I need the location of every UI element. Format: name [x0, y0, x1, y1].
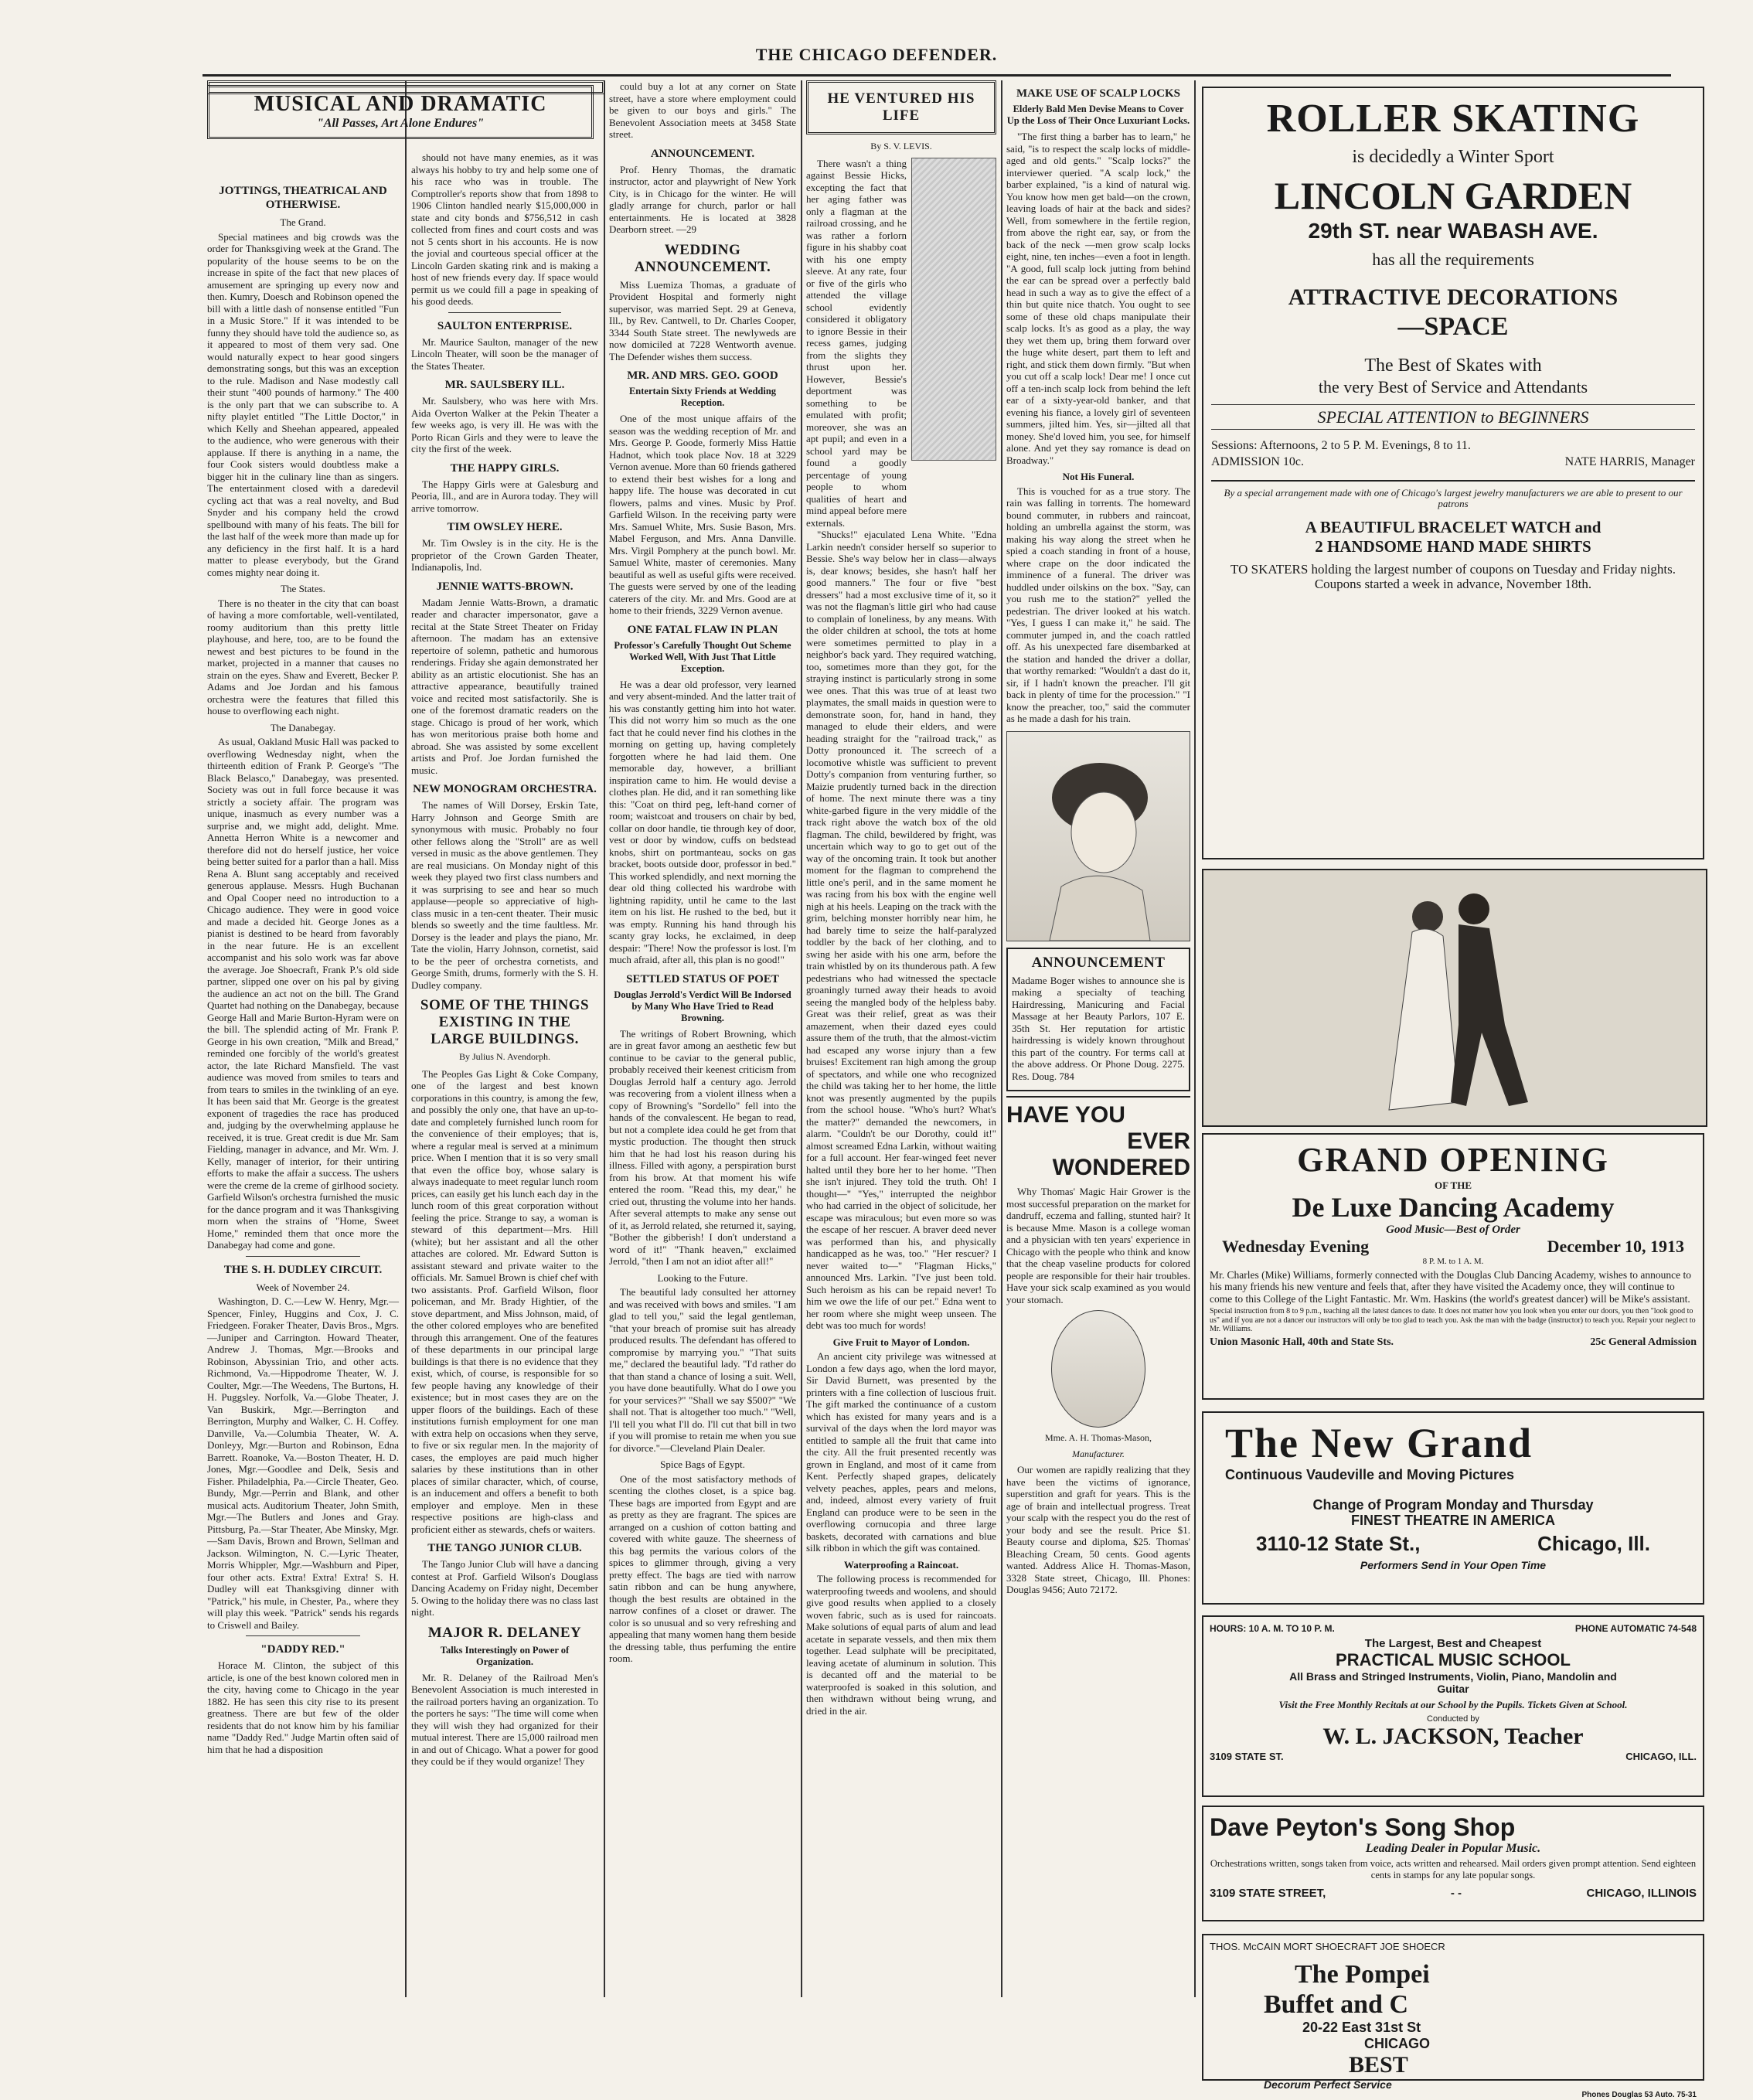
- happy-girls-heading: THE HAPPY GIRLS.: [450, 461, 560, 475]
- column-4: [806, 80, 996, 1997]
- dudley-text: Washington, D. C.—Lew W. Henry, Mgr.—Spencer, Finley, Huggins and Cox, J. C. Friedgeen. Foraker Theater, Davis Bros., Mgrs.—Juniper and Carrington. Howard Theater, Andrew J. Thomas, Mgr.—Brooks and Robinson, Abyssinian Trio, and other acts. Richmond, Va.—Hippodrome Theater, W. J. Coulter, Mgr.—The Weedens, The Burtons, H. H. Puggsley. Norfolk, Va.—Globe Theater, J. Van Buskirk, Mgr.—Berrington and Berrington, Murphy and Walker, C. H. Coffey. Danville, Va.—Columbia Theater, W. A. Donleyy, Mgr.—Burton and Robinson, Edna Barrett. Roanoke, Va.—Boston Theater, H. D. Jones, Mgr.—Goodlee and Delk, Sesis and Fisher. Philadelphia, Pa.—Circle Theater, Geo. Bundy, Mgr.—Perrin and Blank, and other musical acts. Auditorium Theater, John Smith, Mgr.—The Butlers and Jones and Gray. Pittsburg, Pa.—Star Theater, Abe Minsky, Mgr.—Sam Davis, Brown and Brown, Sellman and Jackson. Wilmington, N. C.—Lyric Theater, Morris Whippler, Mgr.—Washburn and Piper, four other acts. Extra! Extra! Extra! S. H. Dudley will eat Thanksgiving dinner with "Patrick," his mule, in Chester, Pa., where they will play this week. "Patrick" sends his regards to Criswell and Bailey.: [207, 1295, 399, 1631]
- music-line-4: Visit the Free Monthly Recitals at our School by the Pupils. Tickets Given at School.: [1278, 1698, 1628, 1710]
- announcement-box: [1006, 948, 1190, 1092]
- deluxe-time: 8 P. M. to 1 A. M.: [1422, 1257, 1484, 1267]
- delaney-text: Mr. R. Delaney of the Railroad Men's Benevolent Association is much interested in the railroad porters having an organization. To the porters he says: "The time will come when they will wish they had organized for their mutual interest. There are 15,000 railroad men in and out of Chicago. What a power for good they could be if they would organize! They: [411, 1671, 598, 1767]
- music-line-5: Conducted by: [1427, 1714, 1479, 1724]
- deluxe-admission: 25c General Admission: [1590, 1336, 1697, 1348]
- grand-line-1: Continuous Vaudeville and Moving Pictures: [1225, 1467, 1515, 1483]
- grand-address-row: [1210, 1532, 1697, 1556]
- section-subtitle: "All Passes, Art Alone Endures": [316, 117, 485, 130]
- peyton-song-shop-ad: [1202, 1806, 1704, 1921]
- good-text: One of the most unique affairs of the season was the wedding reception of Mr. and Mrs. George P. Goode, formerly Miss Hattie Hadnot, which took place Nov. 18 at 3229 Vernon avenue. More than 60 friends gathered to extend their best wishes for a long and happy life. The house was decorated in cut flowers, palms and vines. Music by Prof. Garfield Wilson. In the receiving party were Mrs. Samuel White, Mrs. Susie Bason, Mrs. Mabel Ferguson, and Mrs. Anna Danville. Mrs. Virgil Pomphery at the punch bowl. Mr. Samuel White, master of ceremonies. Many beautiful as well as useful gifts were received. The guests were served by one of the leading caterers of the city. Mr. and Mrs. Good are at home to their friends, 3229 Vernon avenue.: [609, 413, 796, 616]
- dancing-couple-illustration: [1203, 870, 1706, 1125]
- pompeii-phones: Phones Douglas 53 Auto. 75-31: [1581, 2091, 1697, 2100]
- ventured-text-a: There wasn't a thing against Bessie Hicks, excepting the fact that her aging father was only a flagman at the railroad crossing, and he was rather a forlorn figure in his shabby coat with his one empty sleeve. At any rate, four or five of the girls who attended the village school evidently considered it obligatory to ignore Bessie in their recess games, judging from the slights they thrust upon her. However, Bessie's deportment was something to be emulated with profit; moreover, she was an apt pupil; and even in a school yard may be found a goodly percentage of young people to whom qualities of heart and mind appeal before mere externals.: [806, 157, 907, 529]
- pompeii-line-2: Buffet and C: [1264, 1990, 1409, 2020]
- peyton-address-row: [1210, 1887, 1697, 1900]
- deluxe-text: Mr. Charles (Mike) Williams, formerly connected with the Douglas Club Dancing Academy, wishes to announce to his many friends his new venture and feels that, after they have visited the Academy once, they will continue to come to this College of the Light Fantastic. Mr. Wm. Haskins (the world's greatest dancer) will be Mike's assistant.: [1210, 1268, 1691, 1305]
- flagman-illustration: [911, 158, 996, 461]
- column-5: [1006, 80, 1190, 1997]
- jottings-heading: JOTTINGS, THEATRICAL AND OTHERWISE.: [219, 185, 387, 211]
- masthead-rule: [203, 74, 1671, 77]
- roller-manager: NATE HARRIS, Manager: [1564, 454, 1695, 468]
- spice-text: One of the most satisfactory methods of scenting the clothes closet, is a spice bag. These bags are imported from Egypt and are as pretty as they are fragrant. The spices are arranged on a cushion of cotton batting and covered with white gauze. The sheerness of this bag permits the various colors of the spices to glimmer through, giving a very pretty effect. The bags are tied with narrow satin ribbon and can be hung anywhere, though the best results are obtained in the narrow confines of a closet or drawer. The color is so unusual and so very refreshing and appealing that many women hang them beside the dressing table, thus perfuming the entire room.: [609, 1472, 796, 1664]
- dancers-photo-ad: [1202, 869, 1707, 1127]
- music-top-row: [1210, 1623, 1697, 1634]
- column-rule: [1001, 80, 1002, 1997]
- scalp-heading: MAKE USE OF SCALP LOCKS: [1016, 87, 1180, 100]
- roller-line-3: 29th ST. near WABASH AVE.: [1308, 218, 1598, 243]
- deluxe-tag: Good Music—Best of Order: [1386, 1223, 1520, 1236]
- deluxe-of: OF THE: [1434, 1179, 1472, 1191]
- roller-watch-2: 2 HANDSOME HAND MADE SHIRTS: [1315, 536, 1591, 556]
- peyton-city: CHICAGO, ILLINOIS: [1586, 1886, 1697, 1900]
- wonder-ad: [1006, 1096, 1190, 1596]
- roller-line-5: ATTRACTIVE DECORATIONS: [1288, 284, 1619, 311]
- roller-line-1: is decidedly a Winter Sport: [1352, 146, 1554, 167]
- mason-caption-1: Mme. A. H. Thomas-Mason,: [1044, 1432, 1152, 1443]
- masthead: THE CHICAGO DEFENDER.: [755, 45, 998, 64]
- good-heading: MR. AND MRS. GEO. GOOD: [627, 369, 778, 382]
- raincoat-text: The following process is recommended for waterproofing tweeds and woolens, and should give good results when applied to a closely woven fabric, such as is used for raincoats. Make solutions of equal parts of alum and lead acetate in separate vessels, and then mix them together. Lead sulphate will be precipitated, leaving acetate of aluminum in solution. This is decanted off and the material to be waterproofed is soaked in this solution, and then withdrawn without being wrung, and dried in the air.: [806, 1573, 996, 1717]
- ventured-text-b: "Shucks!" ejaculated Lena White. "Edna Larkin needn't consider herself so superior to Bessie. She's way below her in class—always is, dear knows; besides, she hasn't half her good manners." The four or five "best dressers" had a most exclusive time of it, so it was not the flagman's little girl who had cause to complain of loneliness, by any means. With the older children at school, the tots at home were sometimes permitted to play in a neighbor's back yard. They required watching, too, sometimes more than they got, for the straying instinct is particularly strong in some wee ones. That this was true of at least two playmates, the small maids in question were to demonstrate soon, for, hand in hand, they managed to elude their elders, and were heading straight for the "railroad track," as Dotty pronounced it. The screech of a locomotive whistle was sufficient to prevent Dotty's companion from venturing further, so Maizie prudently turned back in the direction of home. The next minute there was a tiny white-garbed figure in the very middle of the track right above the watch box of the old flagman. The child, bewildered by fright, was uncertain which way to go to get out of the way of the oncoming train. It took but another moment for the flagman to comprehend the little one's peril, and in the same moment he was racing from his box with the engine well nigh at his heels. Leaping on the track with the grim, belching monster horribly near him, he had barely time to seize the half-paralyzed toddler by the back of her clothing, and to swing her aside with his one arm, before the train whistled by on its thunderous path. A few pedestrians who had witnessed the spectacle groaningly turned away their heads to avoid seeing the mangled body of the helpless baby. Great was their relief, great as was their amazement, when their dazed eyes could assure them of the truth, that the almost-victim had escaped any worse injury than a few bruises! Excitement ran high among the group of spectators, and while one who recognized the child was taking her to her home, the little knot was presently augmented by the pupils from the school house. "Who's hurt? What's the matter?" demanded the newcomers, in alarm. "Couldn't be our Dorothy, could it!" almost screamed Edna Larkin, without waiting for a full account. Her fear-winged feet never halted until they bore her to her home. "Then she isn't injured. They told the truth. Oh! I thought—" "Yes," interrupted the neighbor who had carried in the object of solicitude, her escape was miraculous; but even more so was the escape of her rescuer. A braver deed never was performed than his, and physically handicapped as he was, too." "Her rescuer? I never waited to—" "Flagman Hicks," announced Mrs. Larkin. "I've just been told. Such heroism as his can be repaid never! To him we owe the life of our pet." Edna went to her room where she might weep unseen. The debt was too much for words!: [806, 529, 996, 1331]
- roller-line-4: has all the requirements: [1372, 250, 1534, 270]
- deluxe-name: De Luxe Dancing Academy: [1292, 1191, 1615, 1223]
- section-title: MUSICAL AND DRAMATIC: [254, 92, 547, 116]
- states-text: There is no theater in the city that can boast of having a more comfortable, well-ventilated, roomy auditorium than this pretty little playhouse, and here, too, are to be found the newest and best pictures to be found in the market, projected in a manner that causes no strain on the eyes. Shaw and Everett, Becker P. Adams and Joe Jordan and his famous orchestra were the features that filled this house to overflowing each night.: [207, 597, 399, 716]
- pompeii-buffet-ad: [1202, 1934, 1704, 2100]
- peyton-line-2: Orchestrations written, songs taken from voice, acts written and rehearsed. Mail orders given prompt attention. Send eighteen cents in stamps for any late popular songs.: [1210, 1858, 1697, 1880]
- roller-line-9: SPECIAL ATTENTION to BEGINNERS: [1211, 404, 1695, 430]
- roller-coupons: TO SKATERS holding the largest number of coupons on Tuesday and Friday nights. Coupons started a week in advance, November 18th.: [1231, 561, 1676, 592]
- grand-title: The New Grand: [1225, 1420, 1533, 1466]
- danabegay-text: As usual, Oakland Music Hall was packed to overflowing Wednesday night, when the thirteenth edition of Frank P. George's "The Black Belasco," Danabegay, was presented. Society was out in full force because it was strictly a society affair. The program was unique, inasmuch as every number was a surprise and, we might add, delight. Mme. Annetta Herron White is a newcomer and therefore did not do herself justice, her voice being better suited for a parlor than a hall. Miss Rena A. Blunt sang acceptably and received generous applause. Messrs. Hugh Buchanan and Opal Cooper need no introduction to a Chicago audience. They were in good voice and made a decided hit. George Jones as a pianist is destined to be heard from favorably in the near future. He is an excellent accompanist and his solo work was far above the average. Joe Shoecraft, Frank P.'s old side partner, slipped one over on his pal by giving the audience an act not on the bill. The Grand Quartet had nothing on the Danabegay, because George Hall and Marie Burton-Hyram were on the bill. The splendid acting of Mr. Frank P. George in his own creation, "Milk and Bread," reminded one forcibly of the world's greatest actor, the late Richard Mansfield. The vast audience was moved from smiles to tears and from tears to smiles in the twinkling of an eye. It has been said that Mr. George is the greatest exponent of tragedies the race has produced and, judging by the overwhelming applause he received, it is true. Great credit is due Mr. Sam Fielding, manager in advance, and Mr. Wm. J. Kelly, manager of interior, for their untiring efforts to make the affair a success. The ushers were the creme de la creme of girlhood society. Garfield Wilson's orchestra furnished the music for the dance program and it was Thanksgiving morn when the strains of "Home, Sweet Home," reminded them that once more the Danabegay had come and gone.: [207, 736, 399, 1251]
- ventured-title: HE VENTURED HIS LIFE: [827, 90, 975, 124]
- roller-title: ROLLER SKATING: [1266, 97, 1640, 141]
- mason-portrait: [1051, 1310, 1145, 1428]
- column-rule: [405, 80, 407, 1997]
- saulton-text: Mr. Maurice Saulton, manager of the new Lincoln Theater, will soon be the manager of the States Theater.: [411, 335, 598, 372]
- divider: [246, 1256, 361, 1257]
- pompeii-line-5: BEST: [1349, 2051, 1408, 2078]
- mason-text: Our women are rapidly realizing that they have been the victims of ignorance, superstition and graft for years. This is the age of brain and intellectual progress. Treat your scalp with the respect you do the rest of your body and see the result. Price $1. Beauty course and diploma, $25. Thomas' Bleaching Cream, 50 cents. Good agents wanted. Address Alice H. Thomas-Mason, 3328 State street, Chicago, Ill. Phones: Douglas 9456; Auto 72172.: [1006, 1464, 1190, 1595]
- saulsbery-heading: MR. SAULSBERY ILL.: [444, 379, 565, 391]
- tango-text: The Tango Junior Club will have a dancing contest at Prof. Garfield Wilson's Douglass Dancing Academy on Friday night, December 5. Owing to the holiday there was no class last night.: [411, 1558, 598, 1618]
- grand-subheading: The Grand.: [280, 216, 326, 228]
- boger-heading: ANNOUNCEMENT: [1031, 954, 1166, 971]
- roller-line-2: LINCOLN GARDEN: [1274, 174, 1632, 218]
- music-line-1: The Largest, Best and Cheapest: [1364, 1637, 1542, 1650]
- raincoat-subheading: Waterproofing a Raincoat.: [843, 1558, 959, 1571]
- pompeii-line-4: CHICAGO: [1364, 2035, 1430, 2051]
- owsley-text: Mr. Tim Owsley is in the city. He is the proprietor of the Crown Garden Theater, Indianapolis, Ind.: [411, 537, 598, 573]
- music-name: W. L. JACKSON, Teacher: [1322, 1724, 1584, 1750]
- roller-admission-row: [1211, 455, 1695, 469]
- states-subheading: The States.: [281, 583, 325, 594]
- dudley-heading: THE S. H. DUDLEY CIRCUIT.: [223, 1263, 383, 1276]
- column-rule: [801, 80, 802, 1997]
- pompeii-line-6: Decorum Perfect Service: [1264, 2078, 1392, 2091]
- new-grand-ad: [1202, 1411, 1704, 1605]
- grand-line-4: Performers Send in Your Open Time: [1360, 1559, 1547, 1572]
- roller-line-7: The Best of Skates with: [1364, 355, 1542, 376]
- saulsbery-text: Mr. Saulsbery, who was here with Mrs. Aida Overton Walker at the Pekin Theater a few weeks ago, is very ill. He was with the Porto Rican Girls and they were to leave the city the first of the week.: [411, 395, 598, 454]
- flaw-heading: ONE FATAL FLAW IN PLAN: [627, 623, 778, 636]
- peyton-line-1: Leading Dealer in Popular Music.: [1365, 1841, 1541, 1855]
- music-hours: HOURS: 10 A. M. TO 10 P. M.: [1210, 1623, 1335, 1634]
- column-rule: [1194, 80, 1196, 1997]
- column-1: [207, 80, 399, 1997]
- grand-line-3: FINEST THEATRE IN AMERICA: [1351, 1513, 1555, 1529]
- poet-subheading: Douglas Jerrold's Verdict Will Be Indorsed by Many Who Have Tried to Read Browning.: [614, 989, 791, 1023]
- daddy-red-continued: should not have many enemies, as it was always his hobby to try and help some one of his race who was in trouble. The Comptroller's reports show that from 1898 to 1906 Clinton handled nearly $15,000,000 in state and city bonds and $756,512 in cash collected from fines and court costs and was not 5 cents short in his accounts. He is now the jovial and courteous special officer at the Lincoln Garden skating rink and is making a host of new friends every day. If space would permit us we could fill a page in speaking of his good deeds.: [411, 151, 598, 307]
- delaney-subheading: Talks Interestingly on Power of Organization.: [440, 1644, 570, 1667]
- deluxe-academy-ad: [1202, 1133, 1704, 1400]
- wonder-text: Why Thomas' Magic Hair Grower is the most successful preparation on the market for dandruff, eczema and falling, stunted hair? It is because Mme. Mason is a college woman and a physician with ten years' experience in Chicago with the people who think and know that the cheap vaseline products for colored people are responsible for their hair troubles. Have your sick scalp examined as you would your stomach.: [1006, 1186, 1190, 1305]
- grand-address: 3110-12 State St.,: [1256, 1532, 1421, 1556]
- scalp-subheading: Elderly Bald Men Devise Means to Cover Up the Loss of Their Once Luxuriant Locks.: [1006, 104, 1190, 126]
- announcement-text: Prof. Henry Thomas, the dramatic instructor, actor and playwright of New York City, is in Chicago for the winter. He will gladly arrange for church, parlor or hall entertainments. He is located at 3828 Dearborn street. —29: [609, 163, 796, 235]
- funeral-text: This is vouched for as a true story. The rain was falling in torrents. The homeward bound commuter, in rubbers and raincoat, holding an umbrella against the storm, was making his way along the street when he spied a coach standing in front of a house, where crape on the door indicated the imminence of a funeral. The driver was huddled under oilskins on the box. "Say, can you rush me to the station?" yelled the pedestrian. The driver looked at his watch. "Yes, I guess I can make it," he said. The commuter jumped in, and the coach rattled off. As his unexpected fare disembarked at the station and handed the driver a dollar, that worthy remarked: "Wouldn't a dast do it, sir, if I hadn't known the preacher. I'll git back in plenty of time for the procession." "I know the preacher, too," said the commuter as he made a dash for his train.: [1006, 485, 1190, 724]
- column-3: [609, 80, 796, 1997]
- poet-heading: SETTLED STATUS OF POET: [626, 972, 779, 985]
- deluxe-date-row: [1210, 1237, 1697, 1257]
- danabegay-subheading: The Danabegay.: [270, 721, 336, 733]
- divider: [448, 312, 560, 313]
- deluxe-title: GRAND OPENING: [1297, 1141, 1609, 1179]
- grand-line-2: Change of Program Monday and Thursday: [1312, 1496, 1594, 1513]
- future-text: The beautiful lady consulted her attorney and was received with bows and smiles. "I am glad to tell you," said the legal gentleman, "that your breach of promise suit has already produced results. The defendant has offered to compromise by marrying you." "That suits me," declared the beautiful lady. "I'd rather do that than stand a chance of losing a suit. Well, you have done beautifully. What do I owe you for your services?" "Shall we say $500?" "We shall not. That is altogether too much." "Well, I'll tell you what I'll do. I'll cut that bill in two if you will promise to retain me when you sue for divorce."—Cleveland Plain Dealer.: [609, 1286, 796, 1454]
- happy-girls-text: The Happy Girls were at Galesburg and Peoria, Ill., and are in Aurora today. They will arrive tomorrow.: [411, 478, 598, 514]
- deluxe-day: Wednesday Evening: [1222, 1237, 1370, 1257]
- flaw-text: He was a dear old professor, very learned and very absent-minded. And the latter trait of his was constantly getting him into hot water. This did not worry him so much as the one fact that he could never find his clothes in the morning on getting up, having completely forgotten where he had laid them. One memorable day, however, a brilliant inspiration came to him. He would devise a clothes plan. He did, and it ran something like this: "Coat on third peg, left-hand corner of room; waistcoat and trousers on chair by bed, collar on door handle, tie through key of door, vest or door by window, cuffs on bedstead knobs, shirt on portmanteau, socks on gas bracket, boots outside door, professor in bed." This worked splendidly, and next morning the dear old thing collected his wardrobe with lightning rapidity, until he came to the last item on his list. He rushed to the bed, but it was empty. Running his hand through his scanty gray locks, he exclaimed, in deep despair: "There! Now the professor is lost. I'm much afraid, after all, this plan is no good!": [609, 678, 796, 965]
- music-line-2: PRACTICAL MUSIC SCHOOL: [1336, 1650, 1571, 1670]
- deluxe-footer: [1210, 1336, 1697, 1349]
- peyton-title: Dave Peyton's Song Shop: [1210, 1813, 1516, 1841]
- delaney-heading: MAJOR R. DELANEY: [427, 1624, 582, 1641]
- deluxe-date: December 10, 1913: [1547, 1237, 1684, 1257]
- flaw-subheading: Professor's Carefully Thought Out Scheme Worked Well, With Just That Little Exception.: [614, 639, 791, 674]
- boger-text: Madame Boger wishes to announce she is making a specialty of teaching Hairdressing, Manicuring and Facial Massage at her Beauty Parlors, 107 E. 35th St. Her reputation for artistic hairdressing is widely known throughout this part of the country. For terms call at the above address. Or Phone Doug. 2275. Res. Doug. 784: [1012, 974, 1185, 1082]
- roller-arrangement: By a special arrangement made with one of Chicago's largest jewelry manufacturers we are able to present to our patrons: [1211, 480, 1695, 511]
- roller-sessions: Sessions: Afternoons, 2 to 5 P. M. Evenings, 8 to 11.: [1211, 439, 1471, 453]
- portrait-sketch: [1007, 732, 1191, 941]
- wonder-line-1: HAVE YOU: [1006, 1102, 1125, 1128]
- column-rule: [604, 80, 605, 1997]
- mayor-subheading: Give Fruit to Mayor of London.: [832, 1336, 970, 1348]
- tango-heading: THE TANGO JUNIOR CLUB.: [427, 1542, 582, 1554]
- future-subheading: Looking to the Future.: [657, 1271, 748, 1284]
- ventured-title-box: [806, 80, 996, 134]
- things-heading: SOME OF THE THINGS EXISTING IN THE LARGE BUILDINGS.: [420, 997, 590, 1047]
- music-phone: PHONE AUTOMATIC 74-548: [1574, 1623, 1697, 1634]
- pompeii-names: THOS. McCAIN MORT SHOECRAFT JOE SHOECR: [1210, 1941, 1445, 1952]
- column-2: [411, 151, 598, 1997]
- owsley-heading: TIM OWSLEY HERE.: [447, 521, 563, 533]
- delaney-continued: could buy a lot at any corner on State street, have a store where employment could be given to our boys and girls." The Benevolent Association meets at 3458 State street.: [609, 80, 796, 140]
- saulton-heading: SAULTON ENTERPRISE.: [437, 319, 573, 332]
- poet-text: The writings of Robert Browning, which are in great favor among an aesthetic few but continue to be caviar to the general public, probably received their keenest criticism from Douglas Jerrold half a century ago. Jerrold was recovering from a violent illness when a copy of Browning's "Sordello" fell into the hands of the convalescent. He began to read, but not a complete idea could he get from that mystic production. The thought then struck him that he had lost his reason during his illness. Filled with agony, a perspiration burst from his brow. At that moment his wife entered the room. "Read this, my dear," he cried out, thrusting the volume into her hands. After several attempts to make any sense out of it, as Jerrold related, she returned it, saying, "Bother the gibberish! I don't understand a word of it!" "Thank heaven," exclaimed Jerrold, "then I am not an idiot after all!": [609, 1027, 796, 1267]
- roller-admission: ADMISSION 10c.: [1211, 454, 1304, 468]
- music-city: CHICAGO, ILL.: [1625, 1750, 1697, 1762]
- woman-portrait: [1006, 731, 1190, 941]
- mayor-text: An ancient city privilege was witnessed at London a few days ago, when the lord mayor, Sir David Burnett, was presented by the printers with a fine collection of luscious fruit. The gift marked the continuance of a custom which has existed for many years and is a survival of the days when the lord mayor was entitled to sample all the fruit that came into the city. All the fruit presented recently was grown in England, and most of it came from Kent. Perfectly shaped grapes, delicately velvety peaches, apples, pears and melons, and, indeed, almost every variety of fruit England can produce were to be seen in the overflowing cornucopia and three large baskets, decorated with carnations and blue silk ribbon in which the gift was contained.: [806, 1350, 996, 1554]
- spice-subheading: Spice Bags of Egypt.: [660, 1458, 745, 1470]
- scalp-text: "The first thing a barber has to learn," he said, "is to respect the scalp locks of middle-aged and old gents." "Scalp locks?" the interviewer queried. "A scalp lock," the barber explained, "is a kind of natural wig. You know how men get bald—on the crown, leaving loads of hair at the back and sides? Well, from somewhere in the fertile region, from above the right ear, say, or from the back of the neck —men grow scalp locks eight, nine, ten inches—even a foot in length. "A good, full scalp lock jutting from behind the ear can be spread over a perfectly bald head in such a way as to give the effect of a thin but quite nice thatch. You ought to see some of these old chaps manipulate their scalp locks. It's as good as a play, the way they wet them up, bring them forward over the huge white desert, part them to left and right, and stick them down firmly. "But when you cut off a scalp lock! Dear me! I once cut off a ten-inch scalp lock from behind the left ear of a sixty-year-old banker, and that evening his fiance, a lovely girl of seventeen summers, jilted him. Yes, sir—jilted all that money. She'd loved him, you see, for himself alone. And yet they say romance is dead on Broadway.": [1006, 131, 1190, 466]
- dudley-subheading: Week of November 24.: [256, 1281, 350, 1293]
- announcement-heading: ANNOUNCEMENT.: [650, 147, 755, 160]
- deluxe-place: Union Masonic Hall, 40th and State Sts.: [1210, 1336, 1394, 1348]
- divider: [246, 1635, 361, 1636]
- peyton-dash: - -: [1450, 1886, 1462, 1900]
- music-school-ad: [1202, 1615, 1704, 1797]
- musical-dramatic-box: [207, 85, 594, 139]
- ventured-byline: By S. V. LEVIS.: [870, 141, 932, 151]
- mason-caption-2: Manufacturer.: [1072, 1448, 1125, 1459]
- roller-line-8: the very Best of Service and Attendants: [1318, 376, 1588, 397]
- deluxe-small: Special instruction from 8 to 9 p.m., teaching all the latest dances to date. It does not matter how you look when you enter our doors, you then "look good to us" and if you are not a dancer our instructors will only be too glad to teach you. Ask the man with the badge (instructor) to teach you. Repair your neglect to Mr. Williams.: [1210, 1307, 1696, 1334]
- grand-text: Special matinees and big crowds was the order for Thanksgiving week at the Grand. The popularity of the house seems to be on the increase in spite of the fact that new places of amusement are springing up every now and then. Kumry, Doesch and Robinson opened the bill with a little dash of nonsense entitled "Fun in a Music Store." If it was intended to be funny they should have told the audience so, as it appeared to most of them very sad. One would naturally expect to hear good singers demonstrating songs, but this was an exception to the rule. Madison and Nase modestly call their stunt "400 pounds of harmony." The 400 is the only part that we can subscribe to. A nifty playlet entitled "The Little Doctor," in which Kelly and Sheehan appeared, appealed to the audience, who were generous with their applause. If there is anything in a name, the four Cook sisters would doubtless make a bigger hit in the culinary line than as singers. The entertainment closed with a daredevil cycling act that was a real novelty, and Bud Snyder and his company held the crowd spellbound with many of his feats. The bill for the last half of the week more than made up for any deficiency in the first half. It is a hard matter to please everybody, but the Grand comes mighty near doing it.: [207, 230, 399, 578]
- peyton-address: 3109 STATE STREET,: [1210, 1886, 1326, 1900]
- things-byline: By Julius N. Avendorph.: [458, 1051, 551, 1062]
- music-bottom-row: [1210, 1751, 1697, 1762]
- grand-city: Chicago, Ill.: [1537, 1532, 1650, 1556]
- monogram-text: The names of Will Dorsey, Erskin Tate, Harry Johnson and George Smith are synonymous with music. Probably no four other fellows along the "Stroll" are as well versed in music as the above gentlemen. They are real musicians. On Monday night of this week they played two first class numbers and it was surprising to see and hear so much applause—people so appreciative of high-class music in a ten-cent theater. Their music blends so sweetly and the time faultless. Mr. Dorsey is the leader and plays the piano, Mr. Tate the violin, Harry Johnson, cornetist, said to be the peer of orchestra cornetists, and George Smith, drums, formerly with the S. H. Dudley company.: [411, 799, 598, 991]
- roller-line-6: —SPACE: [1397, 311, 1509, 341]
- wonder-line-2: EVER WONDERED: [1052, 1128, 1190, 1180]
- roller-watch-1: A BEAUTIFUL BRACELET WATCH and: [1305, 518, 1602, 537]
- things-text: The Peoples Gas Light & Coke Company, one of the largest and best known corporations in this country, is among the few, and possibly the only one, that have an up-to-date and completely furnished lunch room for the convenience of their employes; that is, where a regular meal is served at a minimum price. When I mention that it is so very small that even the office boy, whose salary is always inadequate to meet regular lunch room prices, can easily get his lunch each day in the lunch room of this great corporation without feeling the price. Strange to say, a woman is steward of this department—Mrs. Hill (white); but her assistant and all the other attaches are colored. Mr. Edward Sutton is assistant steward and private waiter to the officials. Mr. Samuel Brown is chief chef with two assistants. Prof. Garfield Wilson, floor policeman, and Mr. Brady Hightier, of the stove department, and Miss Johnson, maid, of the other colored employes who are benefited through this arrangement. One of the features of these departments in our principal large buildings is that there is no evidence that they exist, which, of course, is responsible for so few people having any knowledge of their existence; but in most cases they are on the upper floors of the buildings. Each of these institutions furnish employment for one man with extra help on occasions when they serve, to five or six regular men. In the majority of cases, the employes are paid much higher salaries by these institutions than in other places of similar character, which, of course, is an inducement and offers a benefit to both employer and employe. Men in these respective positions are high-class and proficient either as stewards, chefs or waiters.: [411, 1067, 598, 1535]
- daddy-red-heading: "DADDY RED.": [260, 1643, 345, 1656]
- daddy-red-text: Horace M. Clinton, the subject of this article, is one of the best known colored men in the city, having come to Chicago in the year 1882. He has seen this city rise to its present greatness. There are but few of the older residents that do not know him by his familiar name "Daddy Red." Judge Martin often said of him that he had a disposition: [207, 1659, 399, 1755]
- music-address: 3109 STATE ST.: [1210, 1750, 1284, 1762]
- wedding-heading: WEDDING ANNOUNCEMENT.: [634, 241, 771, 275]
- funeral-subheading: Not His Funeral.: [1062, 471, 1135, 482]
- jennie-text: Madam Jennie Watts-Brown, a dramatic reader and character impersonator, gave a recital at the State Street Theater on Friday afternoon. The madam has an extensive repertoire of solemn, pathetic and humorous renderings. Friday she again demonstrated her ability as an artistic elocutionist. She has an attractive appearance, beautifully trained voice and recited most satisfactorily. She is one of the foremost dramatic readers on the stage. Chicago is proud of her work, which has won meritorious praise both home and abroad. She was assisted by some excellent artists and Prof. Joe Jordan furnished the music.: [411, 596, 598, 776]
- wedding-text: Miss Luemiza Thomas, a graduate of Provident Hospital and formerly night supervisor, was married Sept. 29 at Geneva, Ill., by Rev. Cantwell, to Dr. Charles Cooper, 3344 South State street. The newlyweds are now domiciled at 7228 Wentworth avenue. The Defender wishes them success.: [609, 278, 796, 362]
- jennie-heading: JENNIE WATTS-BROWN.: [436, 580, 574, 593]
- pompeii-line-3: 20-22 East 31st St: [1302, 2020, 1421, 2036]
- music-line-3: All Brass and Stringed Instruments, Violin, Piano, Mandolin and Guitar: [1289, 1669, 1617, 1695]
- monogram-heading: NEW MONOGRAM ORCHESTRA.: [413, 783, 597, 795]
- roller-skating-ad: [1202, 87, 1704, 859]
- good-subheading: Entertain Sixty Friends at Wedding Reception.: [628, 386, 777, 408]
- pompeii-line-1: The Pompei: [1295, 1959, 1430, 1989]
